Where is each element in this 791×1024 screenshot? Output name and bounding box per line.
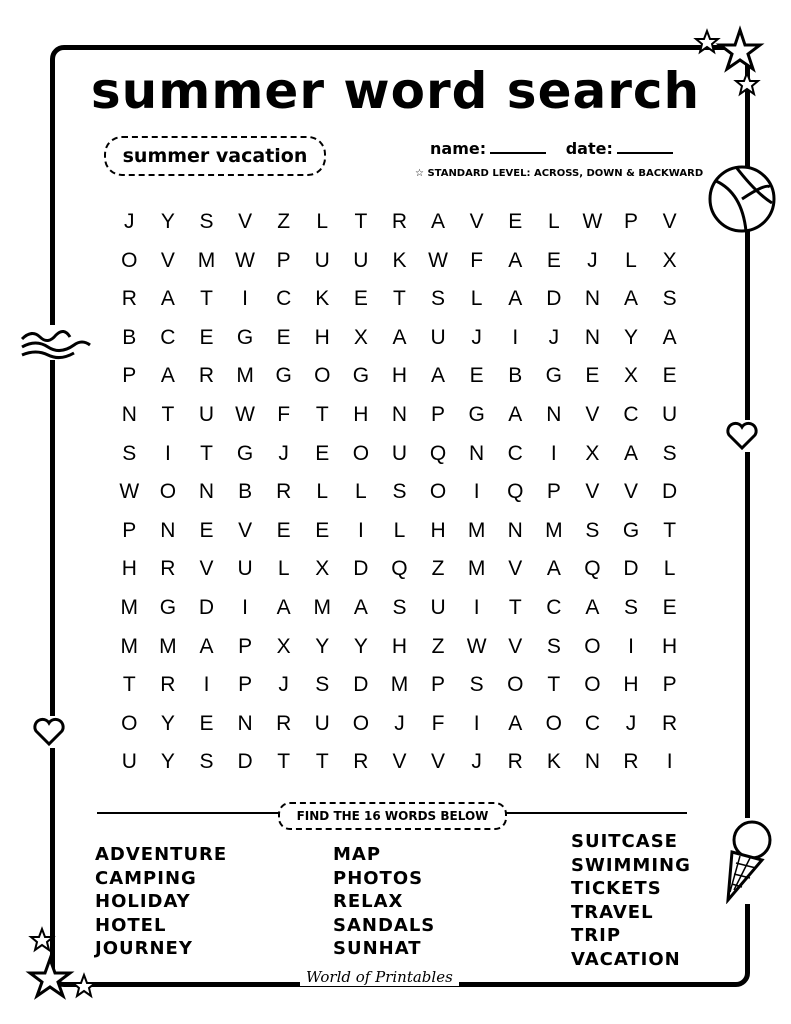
grid-letter[interactable]: I <box>357 518 364 542</box>
word-list-item: SWIMMING <box>571 854 691 876</box>
grid-letter[interactable]: N <box>507 518 523 542</box>
grid-letter[interactable]: U <box>662 402 678 426</box>
grid-letter[interactable]: C <box>623 402 639 426</box>
grid-letter[interactable]: A <box>431 210 446 233</box>
grid-letter[interactable]: E <box>508 210 523 233</box>
grid-letter[interactable]: V <box>392 750 407 774</box>
grid-letter[interactable]: I <box>164 441 171 465</box>
grid-letter[interactable]: L <box>355 480 367 504</box>
grid-letter[interactable]: W <box>119 480 140 504</box>
heart-icon <box>31 716 67 748</box>
grid-letter[interactable]: O <box>545 711 562 735</box>
word-list-item: SANDALS <box>333 914 436 936</box>
word-list-item: CAMPING <box>95 867 197 889</box>
grid-letter[interactable]: A <box>160 364 175 388</box>
grid-letter[interactable]: M <box>236 364 254 388</box>
grid-letter[interactable]: C <box>160 325 176 349</box>
grid-letter[interactable]: F <box>277 402 291 426</box>
word-list-item: TRIP <box>571 925 622 947</box>
grid-letter[interactable]: E <box>353 287 368 311</box>
grid-letter[interactable]: Q <box>584 557 601 581</box>
grid-letter[interactable]: A <box>662 325 677 349</box>
level-note <box>415 168 703 179</box>
grid-letter[interactable]: S <box>469 673 484 697</box>
grid-letter[interactable]: N <box>584 750 600 774</box>
grid-letter[interactable]: J <box>278 673 289 697</box>
grid-letter[interactable]: H <box>391 364 408 388</box>
grid-letter[interactable]: O <box>352 711 370 735</box>
grid-letter[interactable]: O <box>584 634 601 658</box>
grid-letter[interactable]: A <box>392 325 407 349</box>
grid-letter[interactable]: Y <box>624 325 639 349</box>
grid-letter[interactable]: L <box>547 210 560 233</box>
grid-letter[interactable]: T <box>315 402 329 426</box>
grid-letter[interactable]: A <box>508 287 523 311</box>
grid-letter[interactable]: E <box>315 518 330 542</box>
grid-letter[interactable]: E <box>199 325 214 349</box>
grid-letter[interactable]: N <box>584 325 600 349</box>
letter-grid <box>110 203 689 782</box>
grid-letter[interactable]: U <box>198 402 215 426</box>
word-list-item: SUNHAT <box>333 938 422 960</box>
grid-letter[interactable]: X <box>353 325 368 349</box>
grid-letter[interactable]: H <box>391 634 408 658</box>
grid-letter[interactable]: H <box>121 557 137 581</box>
grid-letter[interactable]: X <box>662 248 677 272</box>
grid-letter[interactable]: X <box>624 364 639 388</box>
grid-letter[interactable]: U <box>430 325 446 349</box>
grid-letter[interactable]: S <box>315 673 330 697</box>
grid-letter[interactable]: N <box>546 402 562 426</box>
grid-letter[interactable]: D <box>623 557 639 581</box>
grid-letter[interactable]: E <box>199 518 214 542</box>
grid-letter[interactable]: P <box>546 480 561 504</box>
grid-letter[interactable]: F <box>431 711 445 735</box>
grid-letter[interactable]: V <box>585 480 600 504</box>
grid-letter[interactable]: L <box>625 248 637 272</box>
grid-letter[interactable]: P <box>238 634 253 658</box>
grid-letter[interactable]: D <box>546 287 562 311</box>
word-list-item: JOURNEY <box>95 938 193 960</box>
grid-letter[interactable]: F <box>470 248 484 272</box>
grid-letter[interactable]: E <box>546 248 561 272</box>
grid-letter[interactable]: G <box>236 325 254 349</box>
grid-letter[interactable]: V <box>160 248 175 272</box>
grid-letter[interactable]: R <box>623 750 639 774</box>
grid-letter[interactable]: P <box>238 673 253 697</box>
word-list-item: HOTEL <box>95 914 167 936</box>
grid-letter[interactable]: G <box>275 364 292 388</box>
grid-letter[interactable]: I <box>512 325 519 349</box>
word-list-item: RELAX <box>333 891 404 913</box>
grid-letter[interactable]: W <box>235 402 255 426</box>
grid-letter[interactable]: Y <box>160 711 175 735</box>
grid-letter[interactable]: C <box>584 711 600 735</box>
grid-letter[interactable]: L <box>663 557 676 581</box>
grid-letter[interactable]: Z <box>277 210 291 233</box>
grid-letter[interactable]: Y <box>353 634 368 658</box>
word-column-2 <box>333 843 435 961</box>
grid-letter[interactable]: G <box>468 402 485 426</box>
brand-logo: World of Printables <box>300 968 459 986</box>
grid-letter[interactable]: A <box>508 402 523 426</box>
word-list-item: TRAVEL <box>571 901 654 923</box>
grid-letter[interactable]: E <box>199 711 214 735</box>
grid-letter[interactable]: U <box>391 441 408 465</box>
grid-letter[interactable]: W <box>466 634 487 658</box>
word-list-item: ADVENTURE <box>95 844 228 865</box>
grid-letter[interactable]: S <box>392 480 407 504</box>
grid-letter[interactable]: M <box>120 634 139 658</box>
theme-badge: summer vacation <box>104 136 326 176</box>
grid-letter[interactable]: T <box>663 518 677 542</box>
word-list-item: HOLIDAY <box>95 891 191 913</box>
star-icon: ☆ <box>415 168 428 179</box>
grid-letter[interactable]: S <box>431 287 446 311</box>
grid-letter[interactable]: E <box>469 364 484 388</box>
grid-letter[interactable]: K <box>546 750 561 774</box>
grid-letter[interactable]: P <box>276 248 291 272</box>
grid-letter[interactable]: Z <box>431 557 445 581</box>
grid-letter[interactable]: S <box>662 441 677 465</box>
grid-letter[interactable]: D <box>353 557 369 581</box>
grid-letter[interactable]: S <box>392 595 407 619</box>
word-list-item: MAP <box>333 844 382 865</box>
grid-letter[interactable]: A <box>585 595 600 619</box>
grid-letter[interactable]: I <box>666 750 673 774</box>
grid-letter[interactable]: W <box>235 248 255 272</box>
grid-letter[interactable]: I <box>473 480 480 504</box>
grid-letter[interactable]: N <box>160 518 176 542</box>
grid-letter[interactable]: L <box>470 287 483 311</box>
grid-letter[interactable]: L <box>316 210 329 233</box>
grid-letter[interactable]: A <box>160 287 175 311</box>
grid-letter[interactable]: L <box>393 518 406 542</box>
grid-letter[interactable]: N <box>198 480 215 504</box>
grid-letter[interactable]: T <box>508 595 522 619</box>
grid-letter[interactable]: T <box>315 750 329 774</box>
grid-letter[interactable]: D <box>237 750 253 774</box>
word-column-3 <box>571 830 691 972</box>
date-line[interactable] <box>617 152 673 154</box>
grid-letter[interactable]: V <box>431 750 446 774</box>
grid-letter[interactable]: J <box>471 750 482 774</box>
grid-letter[interactable]: O <box>121 248 138 272</box>
grid-letter[interactable]: T <box>393 287 406 311</box>
grid-letter[interactable]: I <box>550 441 557 465</box>
grid-letter[interactable]: R <box>391 210 408 233</box>
grid-letter[interactable]: V <box>238 518 253 542</box>
grid-letter[interactable]: S <box>199 750 214 774</box>
grid-letter[interactable]: J <box>278 441 289 465</box>
grid-letter[interactable]: R <box>160 673 176 697</box>
grid-letter[interactable]: A <box>624 287 639 311</box>
name-line[interactable] <box>490 152 546 154</box>
grid-letter[interactable]: U <box>353 248 369 272</box>
grid-letter[interactable]: I <box>473 595 480 619</box>
grid-letter[interactable]: O <box>121 711 138 735</box>
grid-letter[interactable]: N <box>584 287 600 311</box>
grid-letter[interactable]: V <box>585 402 600 426</box>
find-words-label: FIND THE 16 WORDS BELOW <box>278 802 507 830</box>
grid-letter[interactable]: V <box>469 210 484 233</box>
grid-letter[interactable]: C <box>546 595 562 619</box>
grid-letter[interactable]: R <box>121 287 137 311</box>
grid-letter[interactable]: X <box>315 557 330 581</box>
grid-letter[interactable]: A <box>199 634 214 658</box>
grid-letter[interactable]: A <box>508 711 523 735</box>
grid-letter[interactable]: U <box>314 248 330 272</box>
grid-letter[interactable]: M <box>545 518 563 542</box>
word-list-item: PHOTOS <box>333 867 424 889</box>
grid-letter[interactable]: B <box>122 325 137 349</box>
grid-letter[interactable]: V <box>238 210 253 233</box>
grid-letter[interactable]: P <box>122 518 137 542</box>
grid-letter[interactable]: T <box>277 750 291 774</box>
grid-letter[interactable]: Q <box>429 441 447 465</box>
grid-letter[interactable]: G <box>352 364 370 388</box>
grid-letter[interactable]: M <box>120 595 139 619</box>
grid-letter[interactable]: J <box>124 210 135 233</box>
grid-letter[interactable]: J <box>394 711 405 735</box>
grid-letter[interactable]: E <box>662 364 677 388</box>
grid-letter[interactable]: R <box>276 711 292 735</box>
grid-letter[interactable]: S <box>546 634 561 658</box>
grid-letter[interactable]: H <box>353 402 369 426</box>
ice-cream-icon <box>716 818 778 904</box>
grid-letter[interactable]: V <box>508 557 523 581</box>
grid-letter[interactable]: P <box>662 673 677 697</box>
grid-letter[interactable]: A <box>431 364 446 388</box>
grid-letter[interactable]: U <box>237 557 253 581</box>
grid-letter[interactable]: I <box>242 595 248 619</box>
word-list-item: VACATION <box>571 948 681 970</box>
grid-letter[interactable]: O <box>429 480 447 504</box>
page-title: summer word search <box>90 62 701 120</box>
grid-letter[interactable]: E <box>276 518 291 542</box>
grid-letter[interactable]: T <box>200 287 213 311</box>
grid-letter[interactable]: O <box>159 480 177 504</box>
word-list-item: TICKETS <box>571 878 662 900</box>
grid-letter[interactable]: W <box>428 248 448 272</box>
grid-letter[interactable]: P <box>624 210 639 233</box>
grid-letter[interactable]: R <box>662 711 678 735</box>
name-date-fields <box>430 139 687 158</box>
grid-letter[interactable]: D <box>198 595 215 619</box>
grid-letter[interactable]: M <box>197 248 216 272</box>
stars-icon <box>22 925 102 1000</box>
grid-letter[interactable]: M <box>159 634 177 658</box>
grid-letter[interactable]: S <box>199 210 214 233</box>
grid-letter[interactable]: N <box>237 711 253 735</box>
grid-letter[interactable]: T <box>122 673 136 697</box>
grid-letter[interactable]: E <box>585 364 600 388</box>
word-list-item: SUITCASE <box>571 831 678 852</box>
grid-letter[interactable]: C <box>276 287 292 311</box>
grid-letter[interactable]: S <box>122 441 137 465</box>
grid-letter[interactable]: Q <box>507 480 524 504</box>
grid-letter[interactable]: P <box>431 402 446 426</box>
grid-letter[interactable]: L <box>316 480 329 504</box>
grid-letter[interactable]: S <box>585 518 600 542</box>
grid-letter[interactable]: H <box>623 673 639 697</box>
grid-letter[interactable]: H <box>662 634 678 658</box>
grid-letter[interactable]: X <box>276 634 291 658</box>
grid-letter[interactable]: M <box>467 518 486 542</box>
grid-letter[interactable]: N <box>121 402 137 426</box>
level-text: STANDARD LEVEL: ACROSS, DOWN & BACKWARD <box>427 168 704 179</box>
grid-letter[interactable]: G <box>622 518 640 542</box>
stars-icon <box>690 25 770 100</box>
grid-letter[interactable]: R <box>276 480 292 504</box>
grid-letter[interactable]: D <box>662 480 678 504</box>
grid-letter[interactable]: R <box>160 557 176 581</box>
grid-letter[interactable]: S <box>624 595 639 619</box>
grid-letter[interactable]: R <box>353 750 369 774</box>
grid-letter[interactable]: T <box>354 210 368 233</box>
grid-letter[interactable]: M <box>390 673 409 697</box>
grid-letter[interactable]: P <box>122 364 137 388</box>
grid-letter[interactable]: A <box>546 557 561 581</box>
grid-letter[interactable]: K <box>392 248 407 272</box>
grid-letter[interactable]: H <box>430 518 446 542</box>
grid-letter[interactable]: Z <box>431 634 445 658</box>
grid-letter[interactable]: G <box>236 441 254 465</box>
name-label: name: <box>430 139 487 158</box>
grid-letter[interactable]: I <box>628 634 634 658</box>
grid-letter[interactable]: C <box>507 441 523 465</box>
grid-letter[interactable]: W <box>582 210 603 233</box>
date-label: date: <box>565 139 613 158</box>
grid-letter[interactable]: U <box>314 711 330 735</box>
grid-letter[interactable]: T <box>547 673 561 697</box>
grid-letter[interactable]: J <box>625 711 637 735</box>
grid-letter[interactable]: L <box>277 557 290 581</box>
grid-letter[interactable]: Q <box>391 557 408 581</box>
grid-letter[interactable]: G <box>159 595 177 619</box>
grid-letter[interactable]: I <box>203 673 210 697</box>
grid-letter[interactable]: J <box>471 325 482 349</box>
grid-letter[interactable]: E <box>662 595 677 619</box>
grid-letter[interactable]: X <box>585 441 600 465</box>
grid-letter[interactable]: J <box>548 325 560 349</box>
grid-letter[interactable]: A <box>624 441 639 465</box>
grid-letter[interactable]: V <box>508 634 523 658</box>
grid-letter[interactable]: J <box>587 248 598 272</box>
waves-icon <box>18 325 93 360</box>
grid-letter[interactable]: S <box>662 287 677 311</box>
grid-letter[interactable]: H <box>314 325 330 349</box>
grid-letter[interactable]: U <box>430 595 446 619</box>
grid-letter[interactable]: K <box>315 287 330 311</box>
word-column-1 <box>95 843 227 961</box>
grid-letter[interactable]: O <box>507 673 524 697</box>
grid-letter[interactable]: U <box>121 750 137 774</box>
grid-letter[interactable]: V <box>662 210 677 233</box>
grid-letter[interactable]: V <box>624 480 639 504</box>
grid-letter[interactable]: O <box>584 673 601 697</box>
grid-letter[interactable]: I <box>242 287 248 311</box>
grid-letter[interactable]: T <box>161 402 175 426</box>
grid-letter[interactable]: V <box>199 557 214 581</box>
grid-letter[interactable]: N <box>391 402 408 426</box>
grid-letter[interactable]: R <box>198 364 215 388</box>
grid-letter[interactable]: R <box>507 750 523 774</box>
grid-letter[interactable]: M <box>467 557 486 581</box>
grid-letter[interactable]: E <box>315 441 330 465</box>
grid-letter[interactable]: O <box>314 364 331 388</box>
grid-letter[interactable]: Y <box>315 634 330 658</box>
grid-letter[interactable]: Y <box>160 750 175 774</box>
grid-letter[interactable]: B <box>238 480 253 504</box>
grid-letter[interactable]: P <box>431 673 446 697</box>
grid-letter[interactable]: A <box>353 595 368 619</box>
beach-ball-icon <box>706 163 778 235</box>
grid-letter[interactable]: I <box>473 711 480 735</box>
grid-letter[interactable]: D <box>353 673 369 697</box>
grid-letter[interactable]: G <box>545 364 562 388</box>
grid-letter[interactable]: E <box>276 325 291 349</box>
grid-letter[interactable]: B <box>508 364 523 388</box>
grid-letter[interactable]: A <box>276 595 291 619</box>
grid-letter[interactable]: A <box>508 248 523 272</box>
grid-letter[interactable]: Y <box>160 210 175 233</box>
grid-letter[interactable]: M <box>313 595 332 619</box>
grid-letter[interactable]: N <box>469 441 485 465</box>
grid-letter[interactable]: T <box>200 441 213 465</box>
grid-letter[interactable]: O <box>352 441 370 465</box>
heart-icon <box>724 420 760 452</box>
